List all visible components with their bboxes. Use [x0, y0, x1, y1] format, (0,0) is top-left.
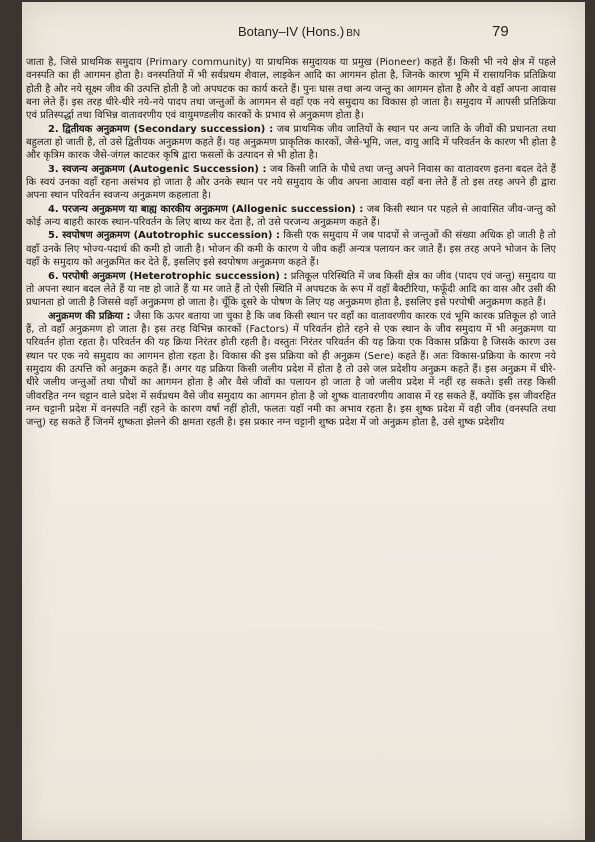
paragraph-succession-process: अनुक्रमण की प्रक्रिया : जैसा कि ऊपर बताया जा चुका है कि जब किसी स्थान पर वहाँ का वातावरणीय कारक एवं भूमि कारक प्रतिकूल हो जाते हैं, तो वहाँ अनुक्रमण हो जाता है। इस तरह विभिन्न कारकों (Factors) में परिवर्तन होते रहने से एक स्थान के जीव समुदाय में भी अनुक्रमण या परिवर्तन होता रहता है। परिवर्तन की यह क्रिया निरंतर होती रहती है। वस्तुतः निरंतर परिवर्तन की यह क्रिया एक विकास प्रक्रिया है जिसके कारण उस स्थान पर एक नये समुदाय का आगमन होता रहता है। विकास की इस प्रक्रिया को ही अनुक्रम (Sere) कहते हैं। अतः विकास-प्रक्रिया के कारण नये समुदाय की उत्पत्ति को अनुक्रम कहते हैं। अगर यह प्रक्रिया किसी जलीय प्रदेश में होता है तो उसे जल प्रदेशीय अनुक्रम कहते हैं। इस अनुक्रम में धीरे-धीरे जलीय जन्तुओं तथा पौधों का आगमन होता है और वैसे जीवों का पलायन हो जाता है जो जलीय प्रदेश में नहीं रह सकते। इसी तरह किसी जीवरहित नग्न चट्टान वाले प्रदेश में सर्वप्रथम वैसे जीव समुदाय का आगमन होता है जो शुष्क वातावरणीय आवास में रह सकते हैं, क्योंकि इस जीवरहित नग्न चट्टानी प्रदेश में वनस्पति नहीं रहने के कारण वर्षा नहीं होती, फलतः यहाँ नमी का अभाव रहता है। इस शुष्क प्रदेश में वही जीव (वनस्पति तथा जन्तु) रह सकते हैं जिनमें शुष्कता झेलने की क्षमता रहती है। इस प्रकार नग्न चट्टानी शुष्क प्रदेश में जो अनुक्रम होता है, उसे शुष्क प्रदेशीय [26, 310, 557, 429]
paragraph-heading: 5. स्वपोषण अनुक्रमण (Autotrophic succession) : [48, 230, 281, 242]
page-header [22, 24, 585, 44]
paragraph-heading: 3. स्वजन्य अनुक्रमण (Autogenic Succession) : [48, 163, 267, 175]
paragraph-heading: 6. परपोषी अनुक्रमण (Heterotrophic succession) : [48, 270, 288, 282]
paragraph-intro: जाता है, जिसे प्राथमिक समुदाय (Primary community) या प्राथमिक समुदायक या प्रमुख (Pioneer) कहते हैं। किसी भी नये क्षेत्र में पहले वनस्पति का ही आगमन होता है। वनस्पतियों में भी सर्वप्रथम शैवाल, लाइकेन आदि का आगमन होता है, जिनके कारण भूमि में रासायनिक प्रतिक्रिया होती है और नये सूक्ष्म जीव की उत्पत्ति होती है जो अपघटक का कार्य करते हैं। पुनः घास तथा अन्य जन्तु का आगमन होता है और वे वहाँ अपना आवास बना लेते हैं। इस तरह धीरे-धीरे नये-नये पादप तथा जन्तुओं के आगमन से वहाँ एक नये समुदाय का विकास हो जाता है। समुदाय में आपसी प्रतिक्रिया एवं प्रतिस्पर्द्धा तथा विभिन्न वातावरणीय एवं वायुमण्डलीय कारकों के प्रभाव से अनुक्रमण होता है। [26, 57, 556, 122]
paragraph-autotrophic-succession: 5. स्वपोषण अनुक्रमण (Autotrophic succession) : किसी एक समुदाय में जब पादपों से जन्तुओं की संख्या अधिक हो जाती है तो वहाँ उनके लिए भोज्य-पदार्थ की कमी हो जाती है। भोजन की कमी के कारण ये जीव कहीं अन्यत्र पलायन कर जाते हैं। इस तरह अपने भोजन के लिए वहाँ के समुदाय को अनुक्रमित कर देते हैं, इसलिए इसे स्वपोषण अनुक्रमण कहते हैं। [26, 230, 556, 269]
running-title-suffix: BN [346, 28, 361, 39]
paragraph-secondary-succession: 2. द्वितीयक अनुक्रमण (Secondary succession) : जब प्राथमिक जीव जातियों के स्थान पर अन्य जाति के जीवों की प्रधानता तथा बहुलता हो जाती है, तो उसे द्वितीयक अनुक्रमण कहते हैं। यह अनुक्रमण प्राकृतिक कारकों, जैसे-भूमि, जल, वायु आदि में परिवर्तन के कारण भी होता है और कृत्रिम कारक जैसे-जंगल काटकर कृषि द्वारा फसलों के उत्पादन से भी होता है। [26, 123, 556, 162]
paragraph-allogenic-succession: 4. परजन्य अनुक्रमण या बाह्य कारकीय अनुक्रमण (Allogenic succession) : जब किसी स्थान पर पहले से आवासित जीव-जन्तु को कोई अन्य बाहरी कारक स्थान-परिवर्तन के लिए बाध्य कर देता है, तो उसे परजन्य अनुक्रमण कहते हैं। [26, 203, 556, 229]
body-text [26, 56, 556, 430]
paragraph-heading: अनुक्रमण की प्रक्रिया : [48, 310, 131, 322]
paragraph-heading: 4. परजन्य अनुक्रमण या बाह्य कारकीय अनुक्रमण (Allogenic succession) : [48, 203, 364, 215]
paragraph-heterotrophic-succession: 6. परपोषी अनुक्रमण (Heterotrophic succession) : प्रतिकूल परिस्थिति में जब किसी क्षेत्र का जीव (पादप एवं जन्तु) समुदाय या तो अपना स्थान बदल लेते हैं या नष्ट हो जाते हैं या मर जाते हैं तो ऐसी स्थिति में अपघटक के रूप में वहाँ बैक्टीरिया, फफूँदी आदि का वास और उसी की प्रधानता हो जाती है जिससे वहाँ अनुक्रमण हो जाता है। चूँकि दूसरे के पोषण के लिए यह अनुक्रमण होता है, इसलिए इसे परपोषी अनुक्रमण कहते हैं। [26, 270, 556, 309]
paragraph-heading: 2. द्वितीयक अनुक्रमण (Secondary succession) : [48, 123, 274, 135]
running-title: Botany–IV (Hons.) BN [238, 24, 361, 39]
page-number: 79 [492, 23, 509, 40]
paragraph-autogenic-succession: 3. स्वजन्य अनुक्रमण (Autogenic Succession) : जब किसी जाति के पौधे तथा जन्तु अपने निवास का वातावरण इतना बदल देते हैं कि स्वयं उनका वहाँ रहना असंभव हो जाता है और उनके स्थान पर नये समुदाय के जीव अपना आवास वहाँ बना लेते हैं तो इस तरह अपने ही द्वारा अपना स्थान परिवर्तन स्वजन्य अनुक्रमण कहलाता है। [26, 163, 556, 202]
book-page [22, 2, 585, 840]
